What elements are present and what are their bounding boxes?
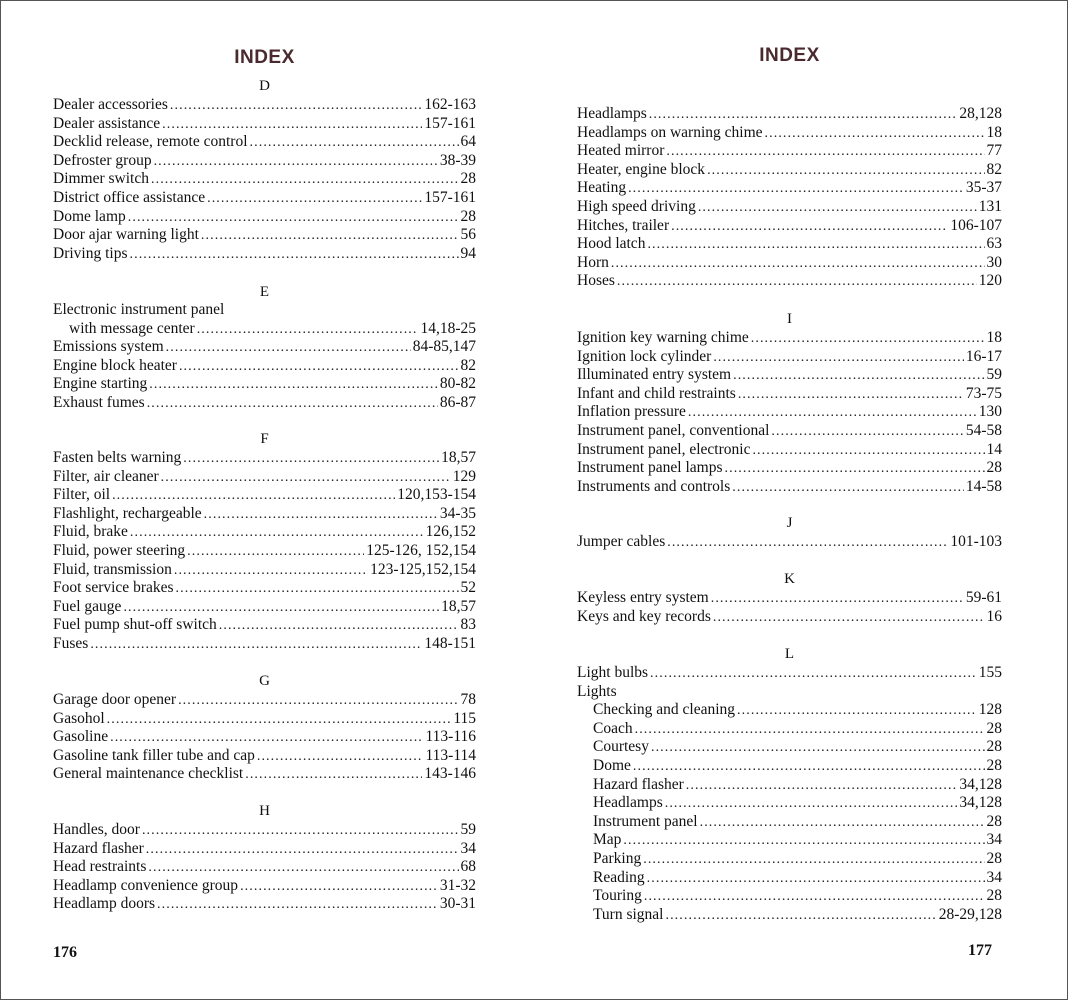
leader-dots [713,349,964,367]
leader-dots [170,97,422,115]
entry-pages: 16 [986,607,1002,625]
entry-pages: 31-32 [439,876,476,894]
leader-dots [142,822,459,840]
entry-pages: 113-114 [425,746,476,764]
entry-term: Dealer assistance [53,114,161,132]
index-entry [53,821,476,840]
entry-pages: 63 [986,235,1002,253]
index-entry [577,161,1002,180]
entry-term: Gasoline tank filler tube and cap [53,746,255,764]
index-entry [53,542,476,561]
index-entry [53,505,476,524]
leader-dots [240,878,438,896]
entry-pages: 14-58 [965,477,1002,495]
entry-pages: 28 [986,812,1002,830]
leader-dots [128,209,459,227]
index-entry [53,133,476,152]
leader-dots [751,330,985,348]
index-entry [53,189,476,208]
entry-term: Hitches, trailer [577,216,670,234]
index-entry [577,533,1002,552]
index-entry [53,96,476,115]
leader-dots [698,199,977,217]
entry-pages: 130 [978,403,1002,421]
leader-dots [107,711,452,729]
entry-pages: 80-82 [439,375,476,393]
entry-pages: 28 [986,459,1002,477]
leader-dots [771,423,963,441]
entry-term: Inflation pressure [577,403,686,421]
leader-dots [207,190,422,208]
leader-dots [176,580,459,598]
leader-dots [162,116,422,134]
entry-pages: 68 [460,858,476,876]
leader-dots [157,896,438,914]
leader-dots [649,106,958,124]
entry-term: Emissions system [53,338,164,356]
entry-pages: 34 [460,839,476,857]
entry-pages: 157-161 [424,114,476,132]
entry-pages: 28 [986,719,1002,737]
index-entry [53,301,476,319]
index-entry [577,235,1002,254]
leader-dots [665,795,958,813]
index-entry [53,877,476,896]
entry-term: Engine block heater [53,356,177,374]
index-entry [577,198,1002,217]
index-entry [53,840,476,859]
entry-term: Heater, engine block [577,160,706,178]
entry-term: Gasohol [53,709,105,727]
entry-term: Instrument panel, electronic [577,440,751,458]
leader-dots [737,702,977,720]
leader-dots [257,748,424,766]
entry-term: Headlamp doors [53,895,156,913]
leader-dots [688,404,977,422]
entry-pages: 94 [460,244,476,262]
entry-term: Fluid, power steering [53,542,186,559]
entry-pages: 78 [460,691,476,708]
index-subentry [593,850,1002,869]
entry-pages: 126,152 [425,523,476,541]
entry-pages: 143-146 [424,765,476,783]
index-entry [53,728,476,747]
entry-term: Gasoline [53,728,109,746]
index-entry [577,142,1002,161]
index-entry [577,217,1002,236]
leader-dots [166,339,411,357]
entry-pages: 125-126, 152,154 [366,542,476,559]
leader-dots [146,841,459,859]
entry-pages: 84-85,147 [412,338,476,356]
entry-pages: 120 [978,272,1002,290]
index-entry [53,635,476,654]
index-entry [53,895,476,914]
page-title: INDEX [759,45,820,66]
entry-term: Touring [593,887,642,905]
entry-term: Hazard flasher [593,775,684,793]
index-subentry [593,738,1002,757]
leader-dots [633,758,985,776]
entry-term: Jumper cables [577,533,666,550]
entry-term: Instrument panel lamps [577,459,723,477]
entry-pages: 28 [986,850,1002,867]
index-entry [53,616,476,635]
entry-term: Heating [577,179,627,197]
leader-dots [700,814,985,832]
leader-dots [733,367,984,385]
entry-term: Hood latch [577,235,646,253]
entry-term: Keys and key records [577,607,711,625]
leader-dots [174,562,368,580]
index-entry [577,459,1002,478]
entry-term: Dome [593,757,631,774]
index-entry [53,598,476,617]
leader-dots [178,692,458,710]
entry-term: Fuses [53,635,89,652]
entry-term: Decklid release, remote control [53,133,248,151]
entry-pages: 28 [986,757,1002,774]
entry-pages: 18,57 [441,597,476,615]
entry-pages: 115 [453,709,476,727]
index-entry [53,858,476,877]
leader-dots [611,255,985,273]
entry-term: Fuel pump shut-off switch [53,616,217,634]
entry-pages: 28,128 [959,105,1002,122]
leader-dots [90,636,422,654]
entry-pages: 18,57 [441,449,476,466]
entry-term: Door ajar warning light [53,226,199,244]
entry-term: Reading [593,868,645,886]
index-entry [577,254,1002,273]
entry-pages: 35-37 [965,179,1002,197]
leader-dots [250,134,459,152]
entry-term: Horn [577,253,609,271]
index-entry [53,357,476,376]
leader-dots [130,524,424,542]
entry-pages: 82 [986,160,1002,178]
entry-pages: 120,153-154 [397,486,476,504]
entry-pages: 34 [986,831,1002,849]
entry-pages: 14,18-25 [420,319,476,337]
index-entry [53,691,476,710]
leader-dots [713,609,985,627]
entry-pages: 18 [986,329,1002,346]
entry-pages: 30 [986,253,1002,271]
index-subentry [69,320,476,339]
index-entry [53,561,476,580]
entry-term: Fluid, transmission [53,560,172,578]
index-entry [577,329,1002,348]
index-subentry [593,831,1002,850]
section-letter: K [784,571,795,587]
entry-term: Hoses [577,272,615,290]
entry-pages: 106-107 [950,216,1002,234]
entry-term: Infant and child restraints [577,384,736,402]
entry-pages: 77 [986,142,1002,160]
entry-term: Dealer accessories [53,96,168,113]
leader-dots [765,125,985,143]
entry-term: Defroster group [53,151,152,169]
leader-dots [183,450,439,468]
section-letter: F [260,431,269,447]
leader-dots [148,859,458,877]
section-letter: L [784,646,795,662]
entry-pages: 113-116 [425,728,476,746]
index-subentry [593,794,1002,813]
entry-term: Ignition lock cylinder [577,347,712,365]
entry-pages: 56 [460,226,476,244]
index-subentry [593,776,1002,795]
entry-term: Handles, door [53,821,140,838]
index-entry [577,683,1002,701]
left-page [53,0,476,1000]
entry-term: High speed driving [577,198,696,215]
entry-pages: 28 [460,170,476,188]
entry-term: Keyless entry system [577,589,709,606]
index-entry [577,478,1002,497]
leader-dots [161,469,451,487]
entry-term: Head restraints [53,858,147,876]
leader-dots [647,870,985,888]
index-entry [577,422,1002,441]
leader-dots [738,386,964,404]
entry-pages: 30-31 [439,895,476,913]
leader-dots [752,442,984,460]
index-entry [577,124,1002,143]
entry-term: Filter, air cleaner [53,467,159,485]
entry-term: Dimmer switch [53,170,149,188]
index-entry [577,179,1002,198]
leader-dots [110,729,423,747]
entry-term: Instruments and controls [577,477,731,495]
entry-term: Headlamps on warning chime [577,123,763,141]
index-subentry [593,906,1002,925]
entry-pages: 157-161 [424,189,476,206]
entry-pages: 34-35 [439,504,476,522]
leader-dots [149,376,438,394]
entry-pages: 64 [460,133,476,151]
entry-term: Illuminated entry system [577,366,732,384]
leader-dots [644,888,985,906]
entry-term: Dome lamp [53,207,126,225]
leader-dots [623,832,984,850]
index-entry [53,226,476,245]
entry-term: Electronic instrument panel [53,301,225,318]
entry-term: Engine starting [53,375,148,393]
entry-pages: 59 [986,366,1002,384]
leader-dots [667,534,948,552]
leader-dots [628,180,964,198]
section-letter: I [787,311,792,327]
index-subentry [593,757,1002,776]
index-entry [577,441,1002,460]
leader-dots [665,907,936,925]
page-title: INDEX [234,47,295,68]
index-entry [577,664,1002,683]
entry-term: Headlamps [593,794,663,812]
entry-pages: 34,128 [959,794,1002,812]
entry-term: Coach [593,719,633,737]
entry-pages: 14 [986,440,1002,458]
entry-pages: 28-29,128 [938,905,1002,923]
leader-dots [147,395,438,413]
entry-term: Heated mirror [577,142,665,160]
page-number: 176 [53,944,77,961]
index-entry [53,468,476,487]
leader-dots [219,617,459,635]
entry-term: Instrument panel [593,812,698,830]
leader-dots [643,851,984,869]
entry-term: Checking and cleaning [593,701,736,719]
leader-dots [635,721,985,739]
leader-dots [671,218,948,236]
section-letter: H [259,803,270,819]
leader-dots [245,766,422,784]
entry-pages: 28 [986,887,1002,905]
index-entry [53,710,476,729]
leader-dots [197,321,419,339]
leader-dots [650,665,977,683]
entry-pages: 86-87 [439,394,476,411]
leader-dots [179,358,459,376]
leader-dots [707,162,984,180]
index-subentry [593,720,1002,739]
section-letter: J [786,515,793,531]
entry-term: Fluid, brake [53,523,128,541]
index-entry [577,348,1002,367]
entry-pages: 123-125,152,154 [370,560,476,578]
leader-dots [617,273,977,291]
entry-term: Ignition key warning chime [577,329,749,346]
leader-dots [112,487,395,505]
leader-dots [725,460,985,478]
entry-term: Garage door opener [53,691,177,708]
leader-dots [711,590,964,608]
entry-pages: 128 [978,701,1002,719]
index-entry [53,115,476,134]
index-entry [53,523,476,542]
index-entry [53,375,476,394]
entry-term: District office assistance [53,189,206,206]
leader-dots [201,227,459,245]
entry-term: General maintenance checklist [53,765,244,783]
index-entry [577,403,1002,422]
entry-pages: 54-58 [965,422,1002,439]
entry-pages: 155 [978,664,1002,681]
entry-term: Flashlight, rechargeable [53,504,202,522]
index-entry [577,589,1002,608]
entry-term: Headlamp convenience group [53,876,239,894]
entry-pages: 73-75 [965,384,1002,402]
leader-dots [130,246,459,264]
index-entry [577,272,1002,291]
leader-dots [732,479,964,497]
entry-term: with message center [69,319,195,337]
index-subentry [593,887,1002,906]
index-entry [577,105,1002,124]
entry-term: Fuel gauge [53,597,122,615]
index-entry [53,170,476,189]
index-subentry [593,701,1002,720]
page-number: 177 [968,942,992,959]
leader-dots [187,543,364,561]
index-entry [53,449,476,468]
entry-term: Instrument panel, conventional [577,422,770,439]
entry-pages: 162-163 [424,96,476,113]
index-subentry [593,869,1002,888]
index-entry [53,245,476,264]
entry-term: Lights [577,682,617,700]
entry-pages: 16-17 [965,347,1002,365]
leader-dots [154,153,438,171]
entry-pages: 59-61 [965,589,1002,606]
right-page [577,0,1002,1000]
index-subentry [593,813,1002,832]
entry-pages: 28 [460,207,476,225]
index-entry [577,385,1002,404]
entry-pages: 28 [986,738,1002,756]
entry-term: Courtesy [593,738,649,756]
entry-term: Foot service brakes [53,579,174,597]
entry-pages: 34 [986,868,1002,886]
entry-term: Turn signal [593,905,664,923]
entry-pages: 59 [460,821,476,838]
entry-term: Map [593,831,622,849]
entry-pages: 83 [460,616,476,634]
entry-term: Hazard flasher [53,839,144,857]
section-letter: E [259,284,270,300]
entry-term: Exhaust fumes [53,394,145,411]
index-entry [577,608,1002,627]
entry-pages: 34,128 [959,775,1002,793]
leader-dots [666,143,984,161]
index-entry [53,152,476,171]
entry-term: Filter, oil [53,486,111,504]
entry-term: Driving tips [53,244,128,262]
leader-dots [651,739,985,757]
index-entry [53,765,476,784]
entry-term: Fasten belts warning [53,449,182,466]
entry-pages: 129 [452,467,476,485]
index-entry [53,486,476,505]
leader-dots [204,506,438,524]
entry-pages: 131 [978,198,1002,215]
index-entry [53,208,476,227]
entry-term: Headlamps [577,105,647,122]
section-letter: D [259,78,270,94]
section-letter: G [259,673,270,689]
entry-pages: 148-151 [424,635,476,652]
entry-pages: 38-39 [439,151,476,169]
entry-pages: 52 [460,579,476,597]
entry-pages: 18 [986,123,1002,141]
leader-dots [151,171,459,189]
entry-pages: 82 [460,356,476,374]
entry-term: Light bulbs [577,664,649,681]
leader-dots [647,236,984,254]
leader-dots [686,777,958,795]
entry-pages: 101-103 [950,533,1002,550]
index-entry [53,338,476,357]
entry-term: Parking [593,850,642,867]
leader-dots [123,599,439,617]
index-entry [53,394,476,413]
index-entry [53,579,476,598]
index-entry [577,366,1002,385]
index-entry [53,747,476,766]
